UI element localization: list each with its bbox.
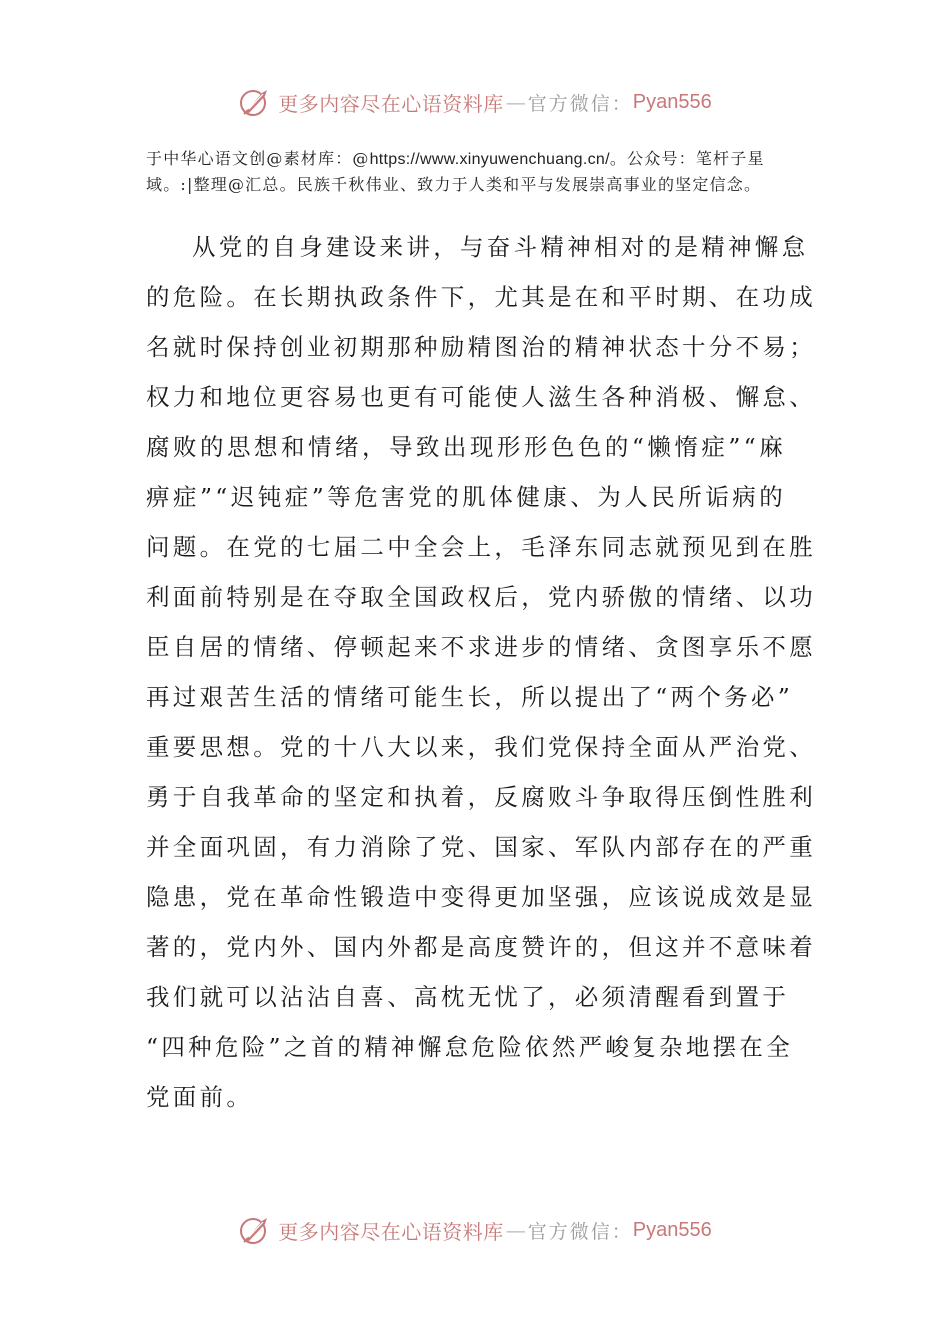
paragraph-line: 勇于自我革命的坚定和执着，反腐败斗争取得压倒性胜利: [146, 783, 816, 811]
paragraph-line: 的危险。在长期执政条件下，尤其是在和平时期、在功成: [146, 283, 816, 311]
paragraph-line: “四种危险”之首的精神懈怠危险依然严峻复杂地摆在全: [146, 1033, 794, 1061]
banner-tagline: 更多内容尽在心语资料库: [278, 91, 504, 116]
bottom-banner: [0, 1208, 950, 1252]
paragraph-line: 并全面巩固，有力消除了党、国家、军队内部存在的严重: [146, 833, 816, 861]
body-paragraph: [146, 222, 816, 1122]
banner-wechat-id: Pyan556: [632, 1218, 712, 1241]
paragraph-line: 问题。在党的七届二中全会上，毛泽东同志就预见到在胜: [146, 533, 816, 561]
paragraph-line: 从党的自身建设来讲，与奋斗精神相对的是精神懈怠: [192, 233, 809, 261]
paragraph-line: 著的，党内外、国内外都是高度赞许的，但这并不意味着: [146, 933, 816, 961]
header-note: [146, 146, 796, 197]
banner-dash: —: [505, 1218, 526, 1242]
header-note-url: https://www.xinyuwenchuang.cn/: [369, 151, 610, 168]
paragraph-line: 再过艰苦生活的情绪可能生长，所以提出了“两个务必”: [146, 683, 794, 711]
paragraph-line: 臣自居的情绪、停顿起来不求进步的情绪、贪图享乐不愿: [146, 633, 816, 661]
paragraph-line: 权力和地位更容易也更有可能使人滋生各种消极、懈怠、: [146, 383, 816, 411]
header-note-part2: 。公众号：笔杆子星域。:|整理@汇总。民族千秋伟业、致力于人类和平与发展崇高事业的坚定信念。: [146, 149, 765, 194]
paragraph-line: 重要思想。党的十八大以来，我们党保持全面从严治党、: [146, 733, 816, 761]
banner-wechat-id: Pyan556: [632, 90, 712, 113]
paragraph-line: 我们就可以沾沾自喜、高枕无忧了，必须清醒看到置于: [146, 983, 790, 1011]
header-note-part1: 于中华心语文创@素材库：@: [146, 149, 370, 168]
paragraph-line: 痹症”“迟钝症”等危害党的肌体健康、为人民所诟病的: [146, 483, 786, 511]
top-banner: [0, 80, 950, 124]
banner-official-label: 官方微信：: [527, 92, 633, 115]
paragraph-line: 名就时保持创业初期那种励精图治的精神状态十分不易；: [146, 333, 816, 361]
banner-dash: —: [505, 90, 526, 114]
quill-pen-circle-icon: [238, 1213, 272, 1247]
paragraph-line: 腐败的思想和情绪，导致出现形形色色的“懒惰症”“麻: [146, 433, 786, 461]
banner-tagline: 更多内容尽在心语资料库: [278, 1219, 504, 1244]
banner-official-label: 官方微信：: [527, 1220, 633, 1243]
quill-pen-circle-icon: [238, 85, 272, 119]
paragraph-line: 利面前特别是在夺取全国政权后，党内骄傲的情绪、以功: [146, 583, 816, 611]
paragraph-line: 党面前。: [146, 1083, 254, 1111]
paragraph-line: 隐患，党在革命性锻造中变得更加坚强，应该说成效是显: [146, 883, 816, 911]
